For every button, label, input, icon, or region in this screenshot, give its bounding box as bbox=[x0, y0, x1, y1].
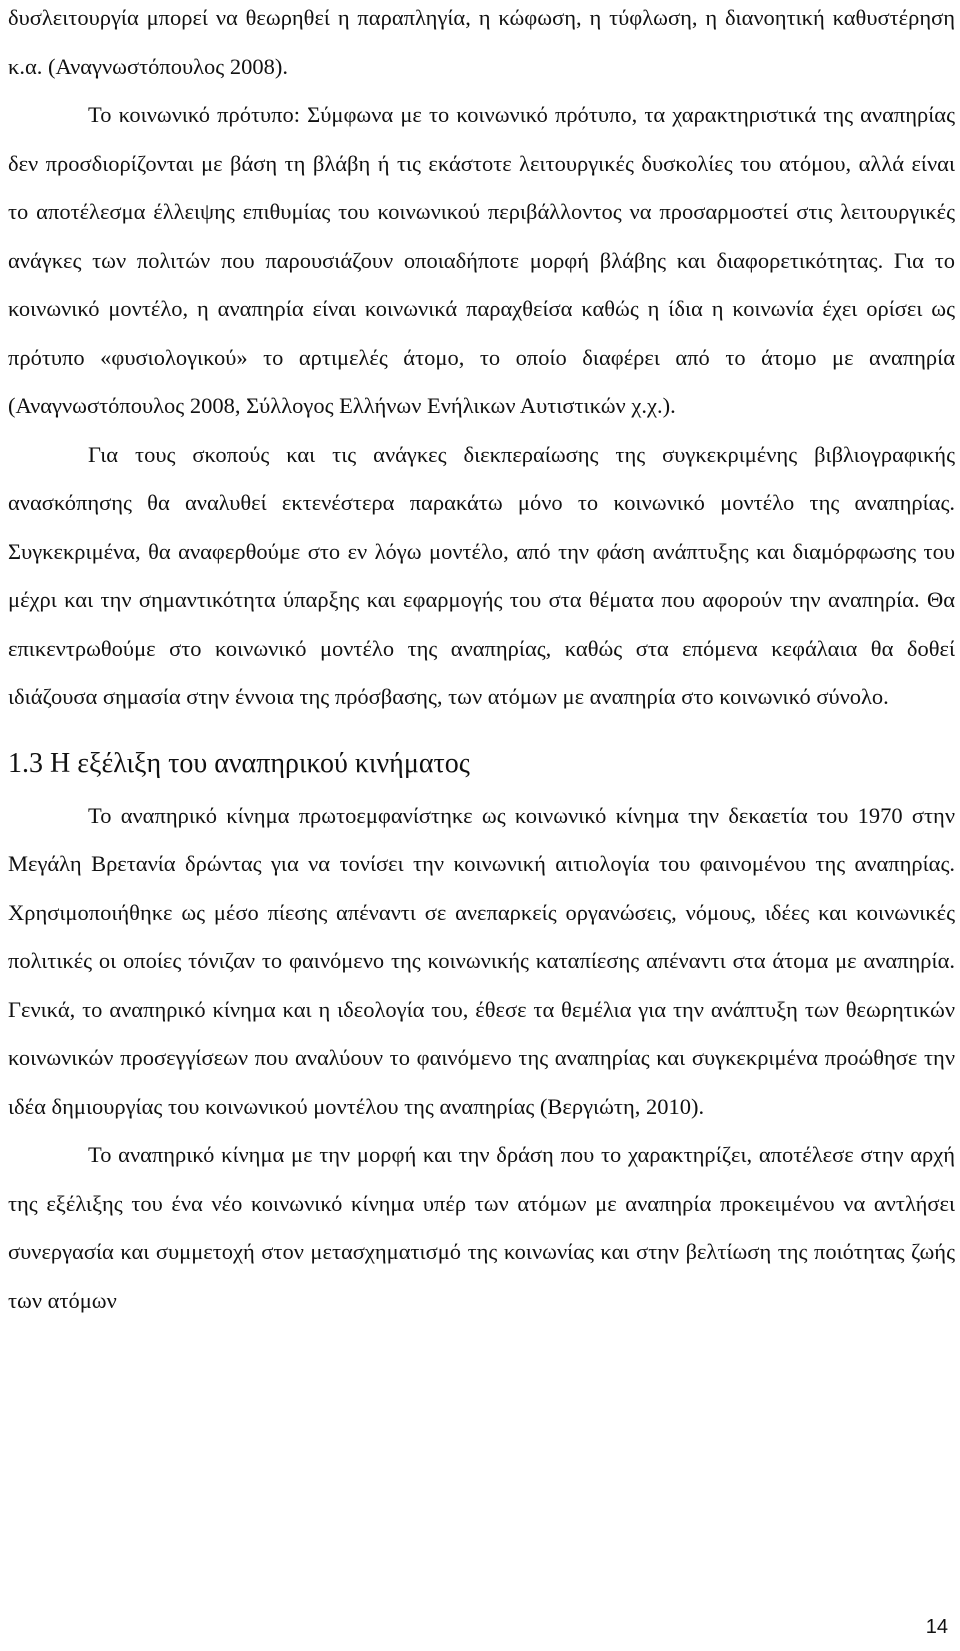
document-page bbox=[8, 0, 955, 1325]
paragraph-review-scope: Για τους σκοπούς και τις ανάγκες διεκπεραίωσης της συγκεκριμένης βιβλιογραφικής ανασκόπησης θα αναλυθεί εκτενέστερα παρακάτω μόνο το κοινωνικό μοντέλο της αναπηρίας. Συγκεκριμένα, θα αναφερθούμε στο εν λόγω μοντέλο, από την φάση ανάπτυξης και διαμόρφωσης του μέχρι και την σημαντικότητα ύπαρξης και εφαρμογής του στα θέματα που αφορούν την αναπηρία. Θα επικεντρωθούμε στο κοινωνικό μοντέλο της αναπηρίας, καθώς στα επόμενα κεφάλαια θα δοθεί ιδιάζουσα σημασία στην έννοια της πρόσβασης, των ατόμων με αναπηρία στο κοινωνικό σύνολο. bbox=[8, 441, 955, 709]
paragraph-movement-origin: Το αναπηρικό κίνημα πρωτοεμφανίστηκε ως κοινωνικό κίνημα την δεκαετία του 1970 στην Μεγάλη Βρετανία δρώντας για να τονίσει την κοινωνική αιτιολογία του φαινομένου της αναπηρίας. Χρησιμοποιήθηκε ως μέσο πίεσης απέναντι σε ανεπαρκείς οργανώσεις, νόμους, ιδέες και κοινωνικές πολιτικές οι οποίες τόνιζαν το φαινόμενο της κοινωνικής καταπίεσης απέναντι στα άτομα με αναπηρία. Γενικά, το αναπηρικό κίνημα και η ιδεολογία του, έθεσε τα θεμέλια για την ανάπτυξη των θεωρητικών κοινωνικών προσεγγίσεων που αναλύουν το φαινόμενο της αναπηρίας και συγκεκριμένα προώθησε την ιδέα δημιουργίας του κοινωνικού μοντέλου της αναπηρίας (Βεργιώτη, 2010). bbox=[8, 802, 955, 1119]
page-number: 14 bbox=[925, 1616, 948, 1638]
paragraph-social-model: Το κοινωνικό πρότυπο: Σύμφωνα με το κοινωνικό πρότυπο, τα χαρακτηριστικά της αναπηρίας δεν προσδιορίζονται με βάση τη βλάβη ή τις εκάστοτε λειτουργικές δυσκολίες του ατόμου, αλλά είναι το αποτέλεσμα έλλειψης επιθυμίας του κοινωνικού περιβάλλοντος να προσαρμοστεί στις λειτουργικές ανάγκες των πολιτών που παρουσιάζουν οποιαδήποτε μορφή βλάβης και διαφορετικότητας. Για το κοινωνικό μοντέλο, η αναπηρία είναι κοινωνικά παραχθείσα καθώς η ίδια η κοινωνία έχει ορίσει ως πρότυπο «φυσιολογικού» το αρτιμελές άτομο, το οποίο διαφέρει από το άτομο με αναπηρία (Αναγνωστόπουλος 2008, Σύλλογος Ελλήνων Ενήλικων Αυτιστικών χ.χ.). bbox=[8, 102, 955, 418]
section-heading: 1.3 Η εξέλιξη του αναπηρικού κινήματος bbox=[8, 747, 470, 779]
paragraph-movement-role: Το αναπηρικό κίνημα με την μορφή και την δράση που το χαρακτηρίζει, αποτέλεσε στην αρχή της εξέλιξης του ένα νέο κοινωνικό κίνημα υπέρ των ατόμων με αναπηρία προκειμένου να αντλήσει συνεργασία και συμμετοχή στον μετασχηματισμό της κοινωνίας και στην βελτίωση της ποιότητας ζωής των ατόμων bbox=[8, 1142, 955, 1313]
paragraph-continuation: δυσλειτουργία μπορεί να θεωρηθεί η παραπληγία, η κώφωση, η τύφλωση, η διανοητική καθυστέρηση κ.α. (Αναγνωστόπουλος 2008). bbox=[8, 5, 955, 79]
